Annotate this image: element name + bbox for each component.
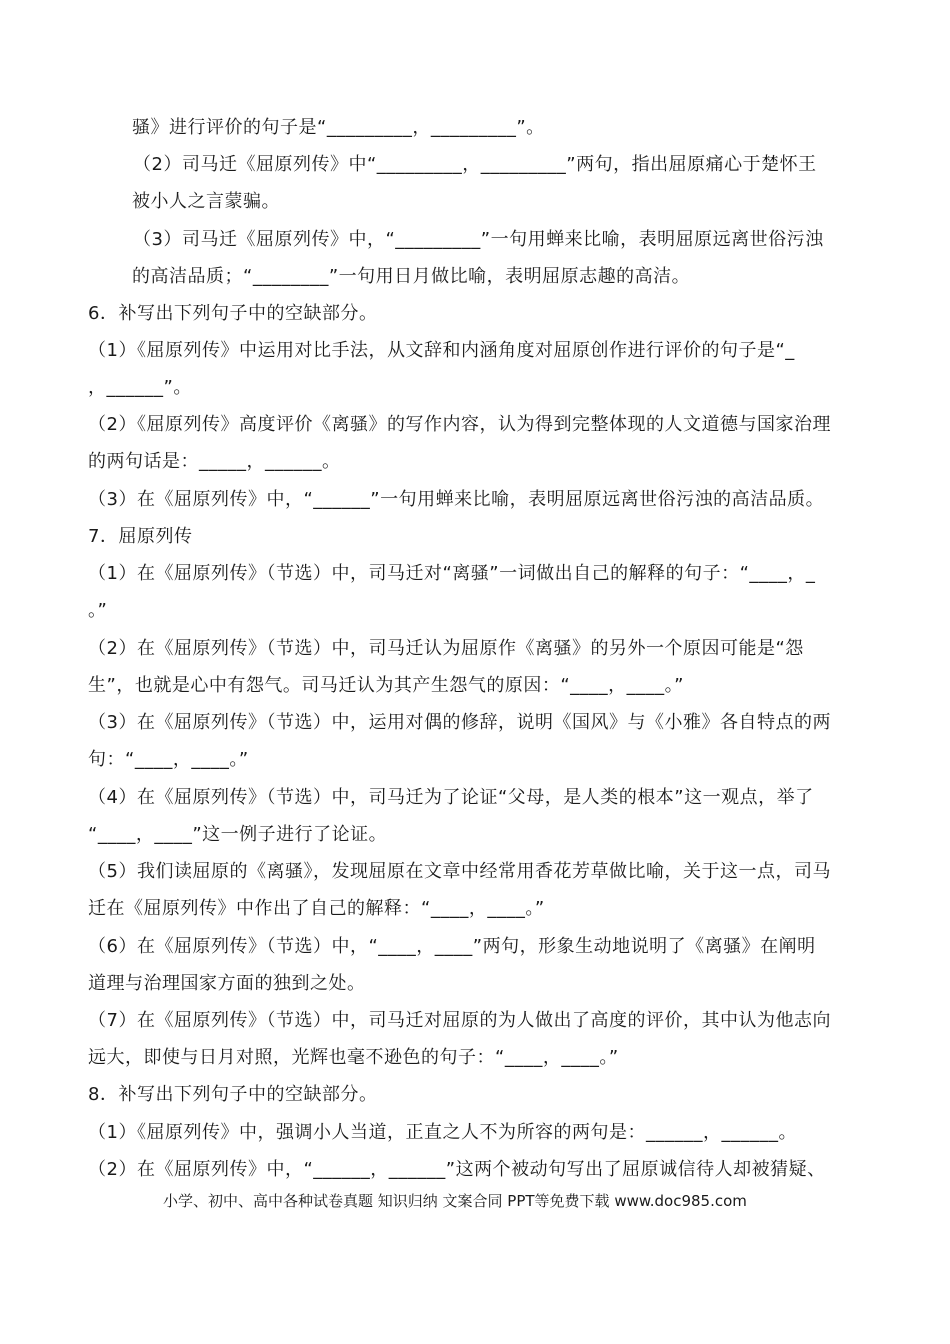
text-line: 的高洁品质；“________”一句用日月做比喻，表明屈原志趣的高洁。 xyxy=(132,266,691,287)
page-footer: 小学、初中、高中各种试卷真题 知识归纳 文案合同 PPT等免费下载 www.doc985.com xyxy=(163,1192,747,1210)
text-line: 的两句话是：_____，______。 xyxy=(88,451,341,472)
question-heading: 8．补写出下列句子中的空缺部分。 xyxy=(88,1084,378,1105)
text-line: “____，____”这一例子进行了论证。 xyxy=(88,824,388,845)
text-line: 生”，也就是心中有怨气。司马迁认为其产生怨气的原因：“____，____。” xyxy=(88,675,684,696)
text-line: （2）《屈原列传》高度评价《离骚》的写作内容，认为得到完整体现的人文道德与国家治理 xyxy=(88,414,831,435)
text-line: （2）在《屈原列传》中，“______，______”这两个被动句写出了屈原诚信待人却被猜疑、 xyxy=(88,1159,826,1180)
text-line: （2）在《屈原列传》（节选）中，司马迁认为屈原作《离骚》的另外一个原因可能是“怨 xyxy=(88,638,804,659)
text-line: （3）在《屈原列传》中，“______”一句用蝉来比喻，表明屈原远离世俗污浊的高洁品质。 xyxy=(88,489,825,510)
text-line: 被小人之言蒙骗。 xyxy=(132,191,280,212)
text-line: 句：“____，____。” xyxy=(88,749,249,770)
text-line: 远大，即使与日月对照，光辉也毫不逊色的句子：“____，____。” xyxy=(88,1047,619,1068)
text-line: （5）我们读屈原的《离骚》，发现屈原在文章中经常用香花芳草做比喻，关于这一点，司马 xyxy=(88,861,831,882)
text-line: （1）《屈原列传》中运用对比手法，从文辞和内涵角度对屈原创作进行评价的句子是“_ xyxy=(88,340,795,361)
text-line: （6）在《屈原列传》（节选）中，“____，____”两句，形象生动地说明了《离骚》在阐明 xyxy=(88,936,816,957)
text-line: 。” xyxy=(88,600,108,621)
text-line: （3）司马迁《屈原列传》中，“_________”一句用蝉来比喻，表明屈原远离世俗污浊 xyxy=(133,229,824,250)
text-line: （3）在《屈原列传》（节选）中，运用对偶的修辞，说明《国风》与《小雅》各自特点的两 xyxy=(88,712,831,733)
text-line: （1）在《屈原列传》（节选）中，司马迁对“离骚”一词做出自己的解释的句子：“____，_ xyxy=(88,563,816,584)
text-line: ，______”。 xyxy=(88,377,192,398)
text-line: 骚》进行评价的句子是“_________，_________”。 xyxy=(132,117,545,138)
text-line: （7）在《屈原列传》（节选）中，司马迁对屈原的为人做出了高度的评价，其中认为他志向 xyxy=(88,1010,831,1031)
question-heading: 7．屈原列传 xyxy=(88,526,193,547)
text-line: （1）《屈原列传》中，强调小人当道，正直之人不为所容的两句是：______，______。 xyxy=(88,1122,797,1143)
text-line: 道理与治理国家方面的独到之处。 xyxy=(88,973,366,994)
question-heading: 6．补写出下列句子中的空缺部分。 xyxy=(88,303,378,324)
text-line: （4）在《屈原列传》（节选）中，司马迁为了论证“父母，是人类的根本”这一观点，举了 xyxy=(88,787,814,808)
text-line: 迁在《屈原列传》中作出了自己的解释：“____，____。” xyxy=(88,898,545,919)
text-line: （2）司马迁《屈原列传》中“_________，_________”两句，指出屈原痛心于楚怀王 xyxy=(133,154,817,175)
